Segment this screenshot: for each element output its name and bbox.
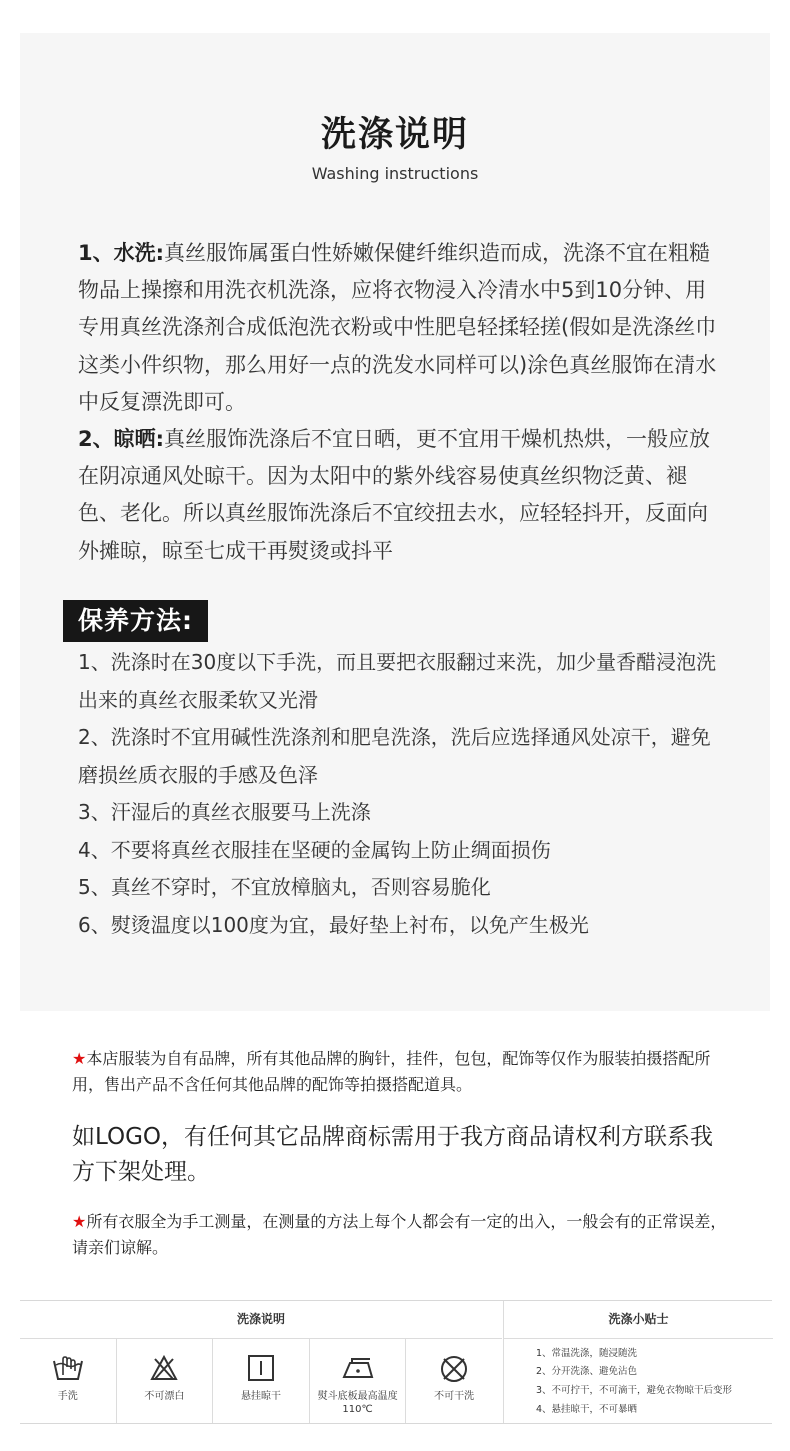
tip-item: 2、分开洗涤、避免沾色 <box>536 1366 638 1377</box>
care-item: 5、真丝不穿时，不宜放樟脑丸，否则容易脆化 <box>78 875 491 899</box>
care-heading: 保养方法: <box>63 600 208 642</box>
star-icon: ★ <box>72 1049 87 1068</box>
iron-icon <box>340 1353 376 1383</box>
care-item: 3、汗湿后的真丝衣服要马上洗涤 <box>78 800 371 824</box>
page-subtitle: Washing instructions <box>311 164 479 183</box>
care-item: 1、洗涤时在30度以下手洗，而且要把衣服翻过来洗，加少量香醋浸泡洗出来的真丝衣服柔软又光滑 <box>78 650 717 712</box>
star-icon: ★ <box>72 1212 87 1231</box>
tip-item: 1、常温洗涤，随浸随洗 <box>536 1348 638 1359</box>
measure-notice-text: 所有衣服全为手工测量，在测量的方法上每个人都会有一定的出入，一般会有的正常误差，请亲们谅解。 <box>72 1212 727 1257</box>
wash-lead: 1、水洗: <box>78 241 165 265</box>
care-icons-row <box>20 1339 502 1423</box>
no-bleach-icon <box>149 1353 179 1383</box>
care-item: 6、熨烫温度以100度为宜，最好垫上衬布，以免产生极光 <box>78 912 589 937</box>
icon-label: 手洗 <box>57 1391 78 1402</box>
measure-notice <box>72 1209 732 1261</box>
care-icon-cell <box>20 1339 117 1423</box>
care-icon-cell <box>213 1339 310 1423</box>
tip-item: 3、不可拧干，不可滴干，避免衣物晾干后变形 <box>536 1385 733 1396</box>
icon-label: 不可漂白 <box>144 1391 185 1402</box>
care-item: 2、洗涤时不宜用碱性洗涤剂和肥皂洗涤，洗后应选择通风处凉干，避免磨损丝质衣服的手感及色泽 <box>78 725 711 787</box>
tip-item: 4、悬挂晾干，不可暴晒 <box>536 1404 638 1415</box>
page-title: 洗涤说明 <box>320 115 469 155</box>
care-icon-cell <box>406 1339 502 1423</box>
table-header-tips: 洗涤小贴士 <box>503 1301 773 1339</box>
table-header-instructions: 洗涤说明 <box>20 1301 502 1339</box>
icon-label: 熨斗底板最高温度110℃ <box>317 1391 398 1415</box>
brand-notice-text: 本店服装为自有品牌，所有其他品牌的胸针，挂件，包包，配饰等仅作为服装拍摄搭配所用，售出产品不含任何其他品牌的配饰等拍摄搭配道具。 <box>72 1049 711 1094</box>
icon-label: 悬挂晾干 <box>240 1391 281 1402</box>
dry-paragraph <box>78 421 718 570</box>
care-tips <box>503 1339 773 1423</box>
wash-text: 真丝服饰属蛋白性娇嫩保健纤维织造而成，洗涤不宜在粗糙物品上操擦和用洗衣机洗涤，应将衣物浸入冷清水中5到10分钟、用专用真丝洗涤剂合成低泡洗衣粉或中性肥皂轻揉轻搓(假如是洗涤丝巾这类小件织物，那么用好一点的洗发水同样可以)涂色真丝服饰在清水中反复漂洗即可。 <box>78 241 717 414</box>
care-symbol-table <box>20 1300 772 1424</box>
care-icon-cell <box>310 1339 407 1423</box>
dry-text: 真丝服饰洗涤后不宜日晒，更不宜用干燥机热烘，一般应放在阴凉通风处晾干。因为太阳中的紫外线容易使真丝织物泛黄、褪色、老化。所以真丝服饰洗涤后不宜绞扭去水，应轻轻抖开，反面向外摊晾，晾至七成干再熨烫或抖平 <box>78 427 711 563</box>
hand-wash-icon <box>51 1353 85 1383</box>
care-icon-cell <box>117 1339 214 1423</box>
brand-notice <box>72 1046 732 1098</box>
hang-dry-icon <box>246 1353 276 1383</box>
icon-label: 不可干洗 <box>434 1391 475 1402</box>
wash-paragraph <box>78 235 718 421</box>
dry-lead: 2、晾晒: <box>78 427 165 451</box>
no-tumble-dry-icon <box>438 1353 470 1385</box>
logo-notice: 如LOGO，有任何其它品牌商标需用于我方商品请权利方联系我方下架处理。 <box>72 1124 714 1185</box>
care-item: 4、不要将真丝衣服挂在坚硬的金属钩上防止绸面损伤 <box>78 837 551 862</box>
care-list <box>78 644 728 944</box>
